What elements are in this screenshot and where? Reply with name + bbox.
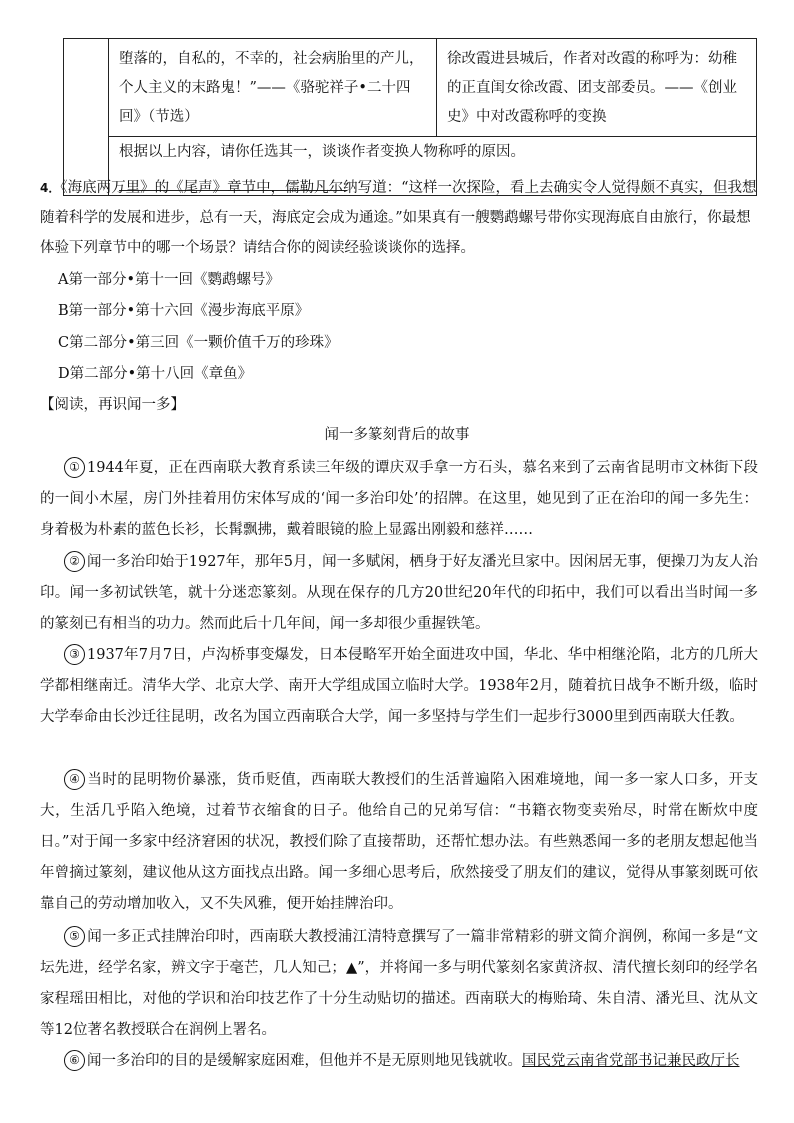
table-left-blank-cell — [64, 39, 109, 196]
table-right-text: 徐改霞进县城后，作者对改霞的称呼为：幼稚的正直闺女徐改霞、团支部委员。——《创业史》中对改霞称呼的变换 — [447, 51, 737, 125]
table-cell-left — [109, 39, 437, 137]
paragraph-marker: ⑤ — [64, 926, 85, 947]
paragraph-2 — [40, 547, 758, 640]
paragraph-3 — [40, 640, 758, 733]
table-cell-right — [437, 39, 757, 137]
question-number: 4． — [40, 181, 61, 195]
option-d: D第二部分•第十八回《章鱼》 — [58, 366, 253, 382]
paragraph-text: 闻一多正式挂牌治印时，西南联大教授浦江清特意撰写了一篇非常精彩的骈文简介润例，称闻一多是“文坛先进，经学名家，辨文字于毫芒，几人知己；▲”，并将闻一多与明代篆刻名家黄济叔、清代擅长刻印的经学名家程瑶田相比，对他的学识和治印技艺作了十分生动贴切的描述。西南联大的梅贻琦、朱自清、潘光旦、沈从文等12位著名教授联合在润例上署名。 — [40, 929, 758, 1038]
paragraph-text: 1937年7月7日，卢沟桥事变爆发，日本侵略军开始全面进攻中国，华北、华中相继沦陷，北方的几所大学都相继南迁。清华大学、北京大学、南开大学组成国立临时大学。1938年2月，随着抗日战争不断升级，临时大学奉命由长沙迁往昆明，改名为国立西南联合大学，闻一多坚持与学生们一起步行3000里到西南联大任教。 — [40, 647, 758, 725]
option-c: C第二部分•第三回《一颗价值千万的珍珠》 — [58, 335, 339, 351]
paragraph-marker: ④ — [64, 769, 85, 790]
paragraph-5 — [40, 922, 758, 1046]
paragraph-text: 当时的昆明物价暴涨，货币贬值，西南联大教授们的生活普遍陷入困难境地，闻一多一家人口多，开支大，生活几乎陷入绝境，过着节衣缩食的日子。他给自己的兄弟写信：“书籍衣物变卖殆尽，时常在断炊中度日。”对于闻一多家中经济窘困的状况，教授们除了直接帮助，还帮忙想办法。有些熟悉闻一多的老朋友想起他当年曾摘过篆刻，建议他从这方面找点出路。闻一多细心思考后，欣然接受了朋友们的建议，觉得从事篆刻既可依靠自己的劳动增加收入，又不失风雅，便开始挂牌治印。 — [40, 772, 758, 912]
paragraph-6 — [40, 1046, 758, 1077]
paragraph-text: 1944年夏，正在西南联大教育系读三年级的谭庆双手拿一方石头，慕名来到了云南省昆明市文林街下段的一间小木屋，房门外挂着用仿宋体写成的‘闻一多治印处’的招牌。在这里，她见到了正在治印的闻一多先生：身着极为朴素的蓝色长衫，长髯飘拂，戴着眼镜的脸上显露出刚毅和慈祥…… — [40, 460, 758, 538]
underlined-phrase: 国民党云南省党部书记兼民政厅长 — [522, 1053, 740, 1069]
paragraph-marker: ② — [64, 551, 85, 572]
paragraph-text: 闻一多治印的目的是缓解家庭困难，但他并不是无原则地见钱就收。 — [87, 1053, 522, 1069]
table-bottom-text: 根据以上内容，请你任选其一，谈谈作者变换人物称呼的原因。 — [119, 144, 525, 160]
table-left-text: 堕落的，自私的，不幸的，社会病胎里的产儿，个人主义的末路鬼！”——《骆驼祥子•二十四回》（节选） — [119, 51, 424, 125]
paragraph-text: 闻一多治印始于1927年，那年5月，闻一多赋闲，栖身于好友潘光旦家中。因闲居无事，便操刀为友人治印。闻一多初试铁笔，就十分迷恋篆刻。从现在保存的几方20世纪20年代的印拓中，我们可以看出当时闻一多的篆刻已有相当的功力。然而此后十几年间，闻一多却很少重握铁笔。 — [40, 554, 758, 632]
article-title: 闻一多篆刻背后的故事 — [324, 427, 470, 443]
paragraph-marker: ① — [64, 457, 85, 478]
option-b: B第一部分•第十六回《漫步海底平原》 — [58, 303, 310, 319]
paragraph-marker: ⑥ — [64, 1050, 85, 1071]
question-4-text: 《海底两万里》的《尾声》章节中，儒勒凡尔纳写道：“这样一次探险，看上去确实令人觉得颇不真实，但我想随着科学的发展和进步，总有一天，海底定会成为通途。”如果真有一艘鹦鹉螺号带你实现海底自由旅行，你最想体验下列章节中的哪一个场景？请结合你的阅读经验谈谈你的选择。 — [40, 180, 757, 256]
paragraph-4 — [40, 765, 758, 920]
paragraph-1 — [40, 453, 758, 546]
option-a: A第一部分•第十一回《鹦鹉螺号》 — [58, 272, 281, 288]
paragraph-marker: ③ — [64, 644, 85, 665]
section-heading: 【阅读，再识闻一多】 — [40, 397, 185, 413]
question-4 — [40, 173, 758, 263]
